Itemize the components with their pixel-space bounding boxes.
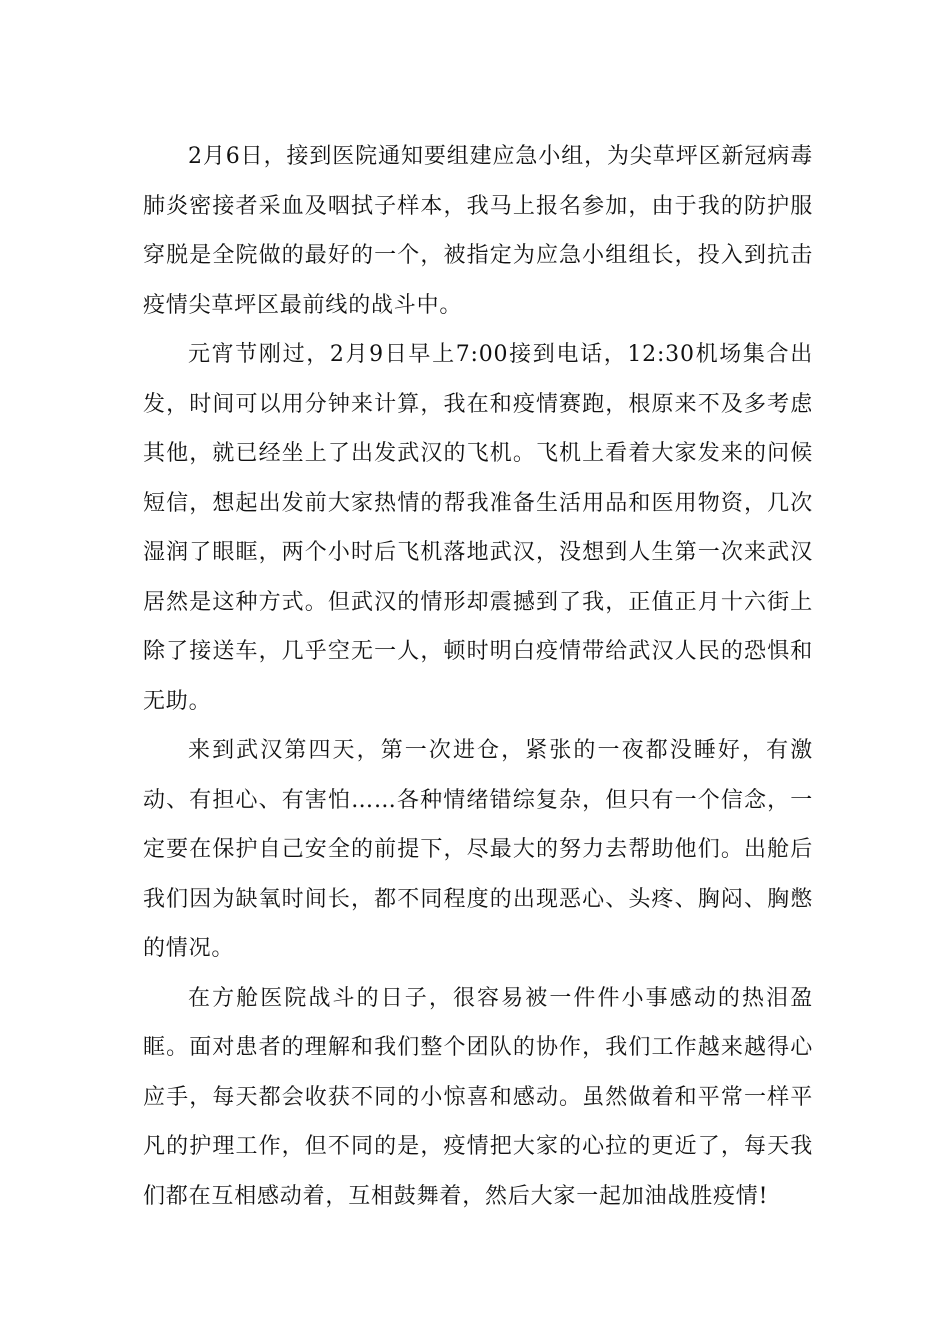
paragraph-4: 在方舱医院战斗的日子，很容易被一件件小事感动的热泪盈眶。面对患者的理解和我们整个团队的协作，我们工作越来越得心应手，每天都会收获不同的小惊喜和感动。虽然做着和平常一样平凡的护理工作，但不同的是，疫情把大家的心拉的更近了，每天我们都在互相感动着，互相鼓舞着，然后大家一起加油战胜疫情!: [143, 985, 813, 1209]
paragraph-3: 来到武汉第四天，第一次进仓，紧张的一夜都没睡好，有激动、有担心、有害怕……各种情绪错综复杂，但只有一个信念，一定要在保护自己安全的前提下，尽最大的努力去帮助他们。出舱后我们因为缺氧时间长，都不同程度的出现恶心、头疼、胸闷、胸憋的情况。: [143, 738, 813, 961]
document-body: [143, 132, 813, 1221]
paragraph-2: 元宵节刚过，2月9日早上7:00接到电话，12:30机场集合出发，时间可以用分钟来计算，我在和疫情赛跑，根原来不及多考虑其他，就已经坐上了出发武汉的飞机。飞机上看着大家发来的问候短信，想起出发前大家热情的帮我准备生活用品和医用物资，几次湿润了眼眶，两个小时后飞机落地武汉，没想到人生第一次来武汉居然是这种方式。但武汉的情形却震撼到了我，正值正月十六街上除了接送车，几乎空无一人，顿时明白疫情带给武汉人民的恐惧和无助。: [143, 342, 813, 714]
paragraph-1: 2月6日，接到医院通知要组建应急小组，为尖草坪区新冠病毒肺炎密接者采血及咽拭子样本，我马上报名参加，由于我的防护服穿脱是全院做的最好的一个，被指定为应急小组组长，投入到抗击疫情尖草坪区最前线的战斗中。: [143, 144, 813, 318]
